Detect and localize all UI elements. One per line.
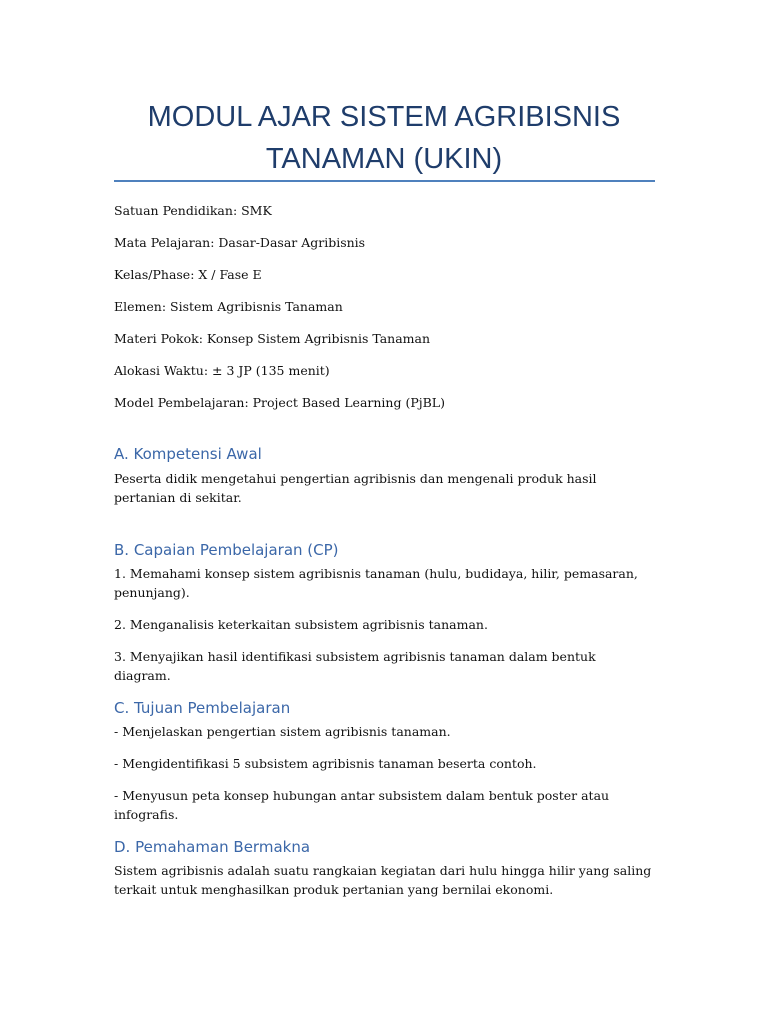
- section-c-item-1: - Menjelaskan pengertian sistem agribisnis tanaman.: [114, 724, 451, 739]
- section-b-item-1: 1. Memahami konsep sistem agribisnis tanaman (hulu, budidaya, hilir, pemasaran, penunjang).: [114, 566, 638, 600]
- meta-alokasi-waktu: Alokasi Waktu: ± 3 JP (135 menit): [114, 363, 330, 378]
- section-a-paragraph: Peserta didik mengetahui pengertian agribisnis dan mengenali produk hasil pertanian di sekitar.: [114, 471, 597, 505]
- meta-model-pembelajaran: Model Pembelajaran: Project Based Learning (PjBL): [114, 395, 445, 410]
- section-d-heading: D. Pemahaman Bermakna: [114, 838, 311, 856]
- section-c-heading: C. Tujuan Pembelajaran: [114, 699, 291, 717]
- title-line-1: MODUL AJAR SISTEM AGRIBISNIS: [147, 101, 621, 133]
- meta-kelas-phase: Kelas/Phase: X / Fase E: [114, 267, 262, 282]
- section-c-item-3: - Menyusun peta konsep hubungan antar subsistem dalam bentuk poster atau infografis.: [114, 788, 610, 822]
- title-line-2: TANAMAN (UKIN): [265, 143, 503, 175]
- section-d-paragraph: Sistem agribisnis adalah suatu rangkaian kegiatan dari hulu hingga hilir yang saling terkait untuk menghasilkan produk pertanian yang bernilai ekonomi.: [114, 863, 652, 897]
- section-b-item-2: 2. Menganalisis keterkaitan subsistem agribisnis tanaman.: [114, 617, 488, 632]
- section-a-heading: A. Kompetensi Awal: [114, 445, 262, 463]
- section-b-item-3: 3. Menyajikan hasil identifikasi subsistem agribisnis tanaman dalam bentuk diagram.: [114, 649, 596, 683]
- page-title: [114, 96, 654, 180]
- meta-materi-pokok: Materi Pokok: Konsep Sistem Agribisnis Tanaman: [114, 331, 431, 346]
- section-b-heading: B. Capaian Pembelajaran (CP): [114, 541, 339, 559]
- meta-mata-pelajaran: Mata Pelajaran: Dasar-Dasar Agribisnis: [114, 235, 366, 250]
- meta-elemen: Elemen: Sistem Agribisnis Tanaman: [114, 299, 343, 314]
- meta-satuan-pendidikan: Satuan Pendidikan: SMK: [114, 203, 272, 218]
- title-underline: [114, 180, 655, 182]
- section-c-item-2: - Mengidentifikasi 5 subsistem agribisnis tanaman beserta contoh.: [114, 756, 537, 771]
